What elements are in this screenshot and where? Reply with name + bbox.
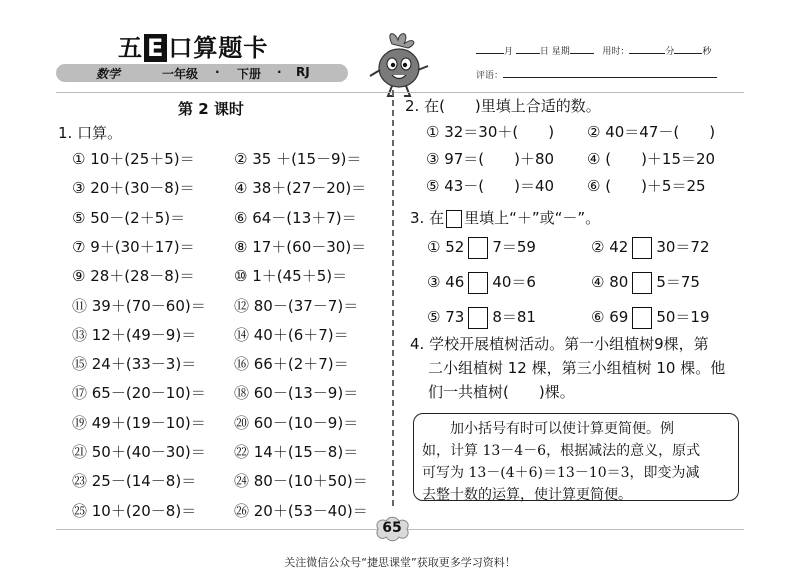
exercise-item: ㉓ 25－(14－8)＝ bbox=[72, 472, 197, 491]
sign-item-right: 50＝19 bbox=[656, 308, 710, 326]
month-blank[interactable] bbox=[476, 44, 504, 54]
radish-mascot-icon bbox=[364, 30, 434, 100]
question-3-label-end: 里填上“＋”或“－”。 bbox=[464, 209, 601, 227]
exercise-item: ⑪ 39＋(70－60)＝ bbox=[72, 296, 206, 315]
sign-item-right: 30＝72 bbox=[656, 238, 710, 256]
answer-box-icon bbox=[446, 210, 462, 228]
brand-e-logo: E bbox=[144, 34, 167, 62]
exercise-item: ⑭ 40＋(6＋7)＝ bbox=[234, 325, 349, 344]
exercise-item: ⑥ 64－(13＋7)＝ bbox=[234, 208, 357, 227]
sign-choice-item bbox=[427, 306, 536, 329]
exercise-item: ⑳ 60－(10－9)＝ bbox=[234, 413, 359, 432]
edition-label: RJ bbox=[296, 65, 310, 79]
dot-separator: · bbox=[215, 65, 220, 79]
sign-answer-box[interactable] bbox=[632, 237, 652, 259]
header-rule bbox=[56, 92, 744, 93]
fill-blank-item: ⑤ 43－( )＝40 bbox=[426, 177, 555, 195]
exercise-item: ㉖ 20＋(53－40)＝ bbox=[234, 501, 368, 520]
fill-blank-item: ⑥ ( )＋5＝25 bbox=[587, 177, 706, 195]
minutes-label: 分 bbox=[665, 47, 675, 57]
page-number-badge bbox=[372, 516, 412, 542]
question-1-label: 1. 口算。 bbox=[58, 124, 123, 142]
sign-choice-item bbox=[427, 236, 536, 259]
exercise-item: ⑲ 49＋(19－10)＝ bbox=[72, 413, 206, 432]
lesson-title: 第 2 课时 bbox=[178, 100, 244, 118]
question-3-label-start: 3. 在 bbox=[410, 209, 445, 227]
sign-choice-item bbox=[591, 271, 700, 294]
sign-choice-item bbox=[427, 271, 536, 294]
footer-text: 关注微信公众号“捷思课堂”获取更多学习资料！ bbox=[284, 556, 516, 569]
sign-choice-item bbox=[591, 236, 710, 259]
exercise-item: ⑤ 50－(2＋5)＝ bbox=[72, 208, 186, 227]
exercise-item: ① 10＋(25＋5)＝ bbox=[72, 150, 195, 168]
sign-item-left: ② 42 bbox=[591, 238, 629, 256]
tip-note-line: 加小括号有时可以使计算更简便。例 bbox=[422, 421, 674, 437]
exercise-item: ⑯ 66＋(2＋7)＝ bbox=[234, 355, 349, 374]
minutes-blank[interactable] bbox=[629, 44, 665, 54]
word-problem-line: 二小组植树 12 棵，第三小组植树 10 棵。他 bbox=[428, 359, 726, 377]
subject-label: 数学 bbox=[96, 67, 121, 81]
sign-answer-box[interactable] bbox=[632, 272, 652, 294]
column-divider bbox=[392, 90, 394, 506]
sign-choice-item bbox=[591, 306, 710, 329]
exercise-item: ⑨ 28＋(28－8)＝ bbox=[72, 267, 195, 286]
dot-separator: · bbox=[277, 65, 282, 79]
word-problem-line: 们一共植树( )棵。 bbox=[428, 383, 575, 401]
exercise-item: ⑩ 1＋(45＋5)＝ bbox=[234, 267, 348, 286]
exercise-item: ⑰ 65－(20－10)＝ bbox=[72, 384, 206, 403]
fill-blank-item: ④ ( )＋15＝20 bbox=[587, 150, 716, 168]
exercise-item: ㉔ 80－(10＋50)＝ bbox=[234, 472, 368, 491]
seconds-blank[interactable] bbox=[674, 44, 702, 54]
sign-item-right: 7＝59 bbox=[492, 238, 536, 256]
exercise-item: ⑱ 60－(13－9)＝ bbox=[234, 384, 359, 403]
sign-item-left: ① 52 bbox=[427, 238, 465, 256]
tip-note-box bbox=[413, 413, 739, 501]
sign-answer-box[interactable] bbox=[468, 237, 488, 259]
word-problem-line: 4. 学校开展植树活动。第一小组植树9棵，第 bbox=[410, 335, 709, 353]
volume-label: 下册 bbox=[237, 67, 262, 81]
comment-field bbox=[476, 68, 717, 81]
exercise-item: ⑦ 9＋(30＋17)＝ bbox=[72, 237, 195, 256]
exercise-item: ③ 20＋(30－8)＝ bbox=[72, 179, 195, 198]
grade-label: 一年级 bbox=[162, 67, 199, 81]
tip-note-line: 去整十数的运算，使计算更简便。 bbox=[422, 487, 632, 503]
comment-blank[interactable] bbox=[503, 68, 717, 78]
time-label: 用时： bbox=[602, 47, 630, 57]
sign-item-left: ③ 46 bbox=[427, 273, 465, 291]
sign-item-left: ④ 80 bbox=[591, 273, 629, 291]
day-blank[interactable] bbox=[516, 44, 540, 54]
brand-char: 五 bbox=[118, 34, 143, 62]
day-label: 日 bbox=[539, 47, 549, 57]
exercise-item: ㉒ 14＋(15－8)＝ bbox=[234, 443, 359, 461]
question-3-label bbox=[410, 207, 600, 228]
card-brand-title bbox=[118, 28, 268, 63]
exercise-item: ② 35 ＋(15－9)＝ bbox=[234, 150, 362, 168]
exercise-item: ⑮ 24＋(33－3)＝ bbox=[72, 355, 197, 374]
seconds-label: 秒 bbox=[702, 47, 712, 57]
subject-grade-bar bbox=[56, 64, 348, 82]
sign-answer-box[interactable] bbox=[468, 272, 488, 294]
exercise-item: ⑫ 80－(37－7)＝ bbox=[234, 296, 359, 315]
exercise-item: ㉕ 10＋(20－8)＝ bbox=[72, 501, 197, 520]
sign-item-right: 8＝81 bbox=[492, 308, 536, 326]
exercise-item: ⑬ 12＋(49－9)＝ bbox=[72, 325, 197, 344]
fill-blank-item: ② 40＝47－( ) bbox=[587, 123, 716, 141]
exercise-item: ④ 38＋(27－20)＝ bbox=[234, 179, 367, 198]
month-label: 月 bbox=[504, 47, 514, 57]
weekday-blank[interactable] bbox=[570, 44, 594, 54]
sign-item-left: ⑤ 73 bbox=[427, 308, 465, 326]
question-2-label: 2. 在( )里填上合适的数。 bbox=[405, 97, 601, 115]
date-time-fields bbox=[476, 44, 711, 57]
fill-blank-item: ③ 97＝( )＋80 bbox=[426, 150, 555, 168]
tip-note-line: 可写为 13－(4＋6)＝13－10＝3，即变为减 bbox=[422, 465, 700, 481]
fill-blank-item: ① 32＝30＋( ) bbox=[426, 123, 555, 141]
sign-answer-box[interactable] bbox=[632, 307, 652, 329]
comment-label: 评语： bbox=[476, 71, 504, 81]
exercise-item: ⑧ 17＋(60－30)＝ bbox=[234, 237, 367, 256]
sign-item-right: 5＝75 bbox=[656, 273, 700, 291]
page-number: 65 bbox=[382, 520, 402, 536]
sign-item-right: 40＝6 bbox=[492, 273, 536, 291]
sign-item-left: ⑥ 69 bbox=[591, 308, 629, 326]
tip-note-line: 如，计算 13－4－6，根据减法的意义，原式 bbox=[422, 443, 701, 459]
brand-text: 口算题卡 bbox=[168, 34, 269, 62]
exercise-item: ㉑ 50＋(40－30)＝ bbox=[72, 443, 206, 461]
weekday-label: 星期 bbox=[551, 47, 570, 57]
sign-answer-box[interactable] bbox=[468, 307, 488, 329]
